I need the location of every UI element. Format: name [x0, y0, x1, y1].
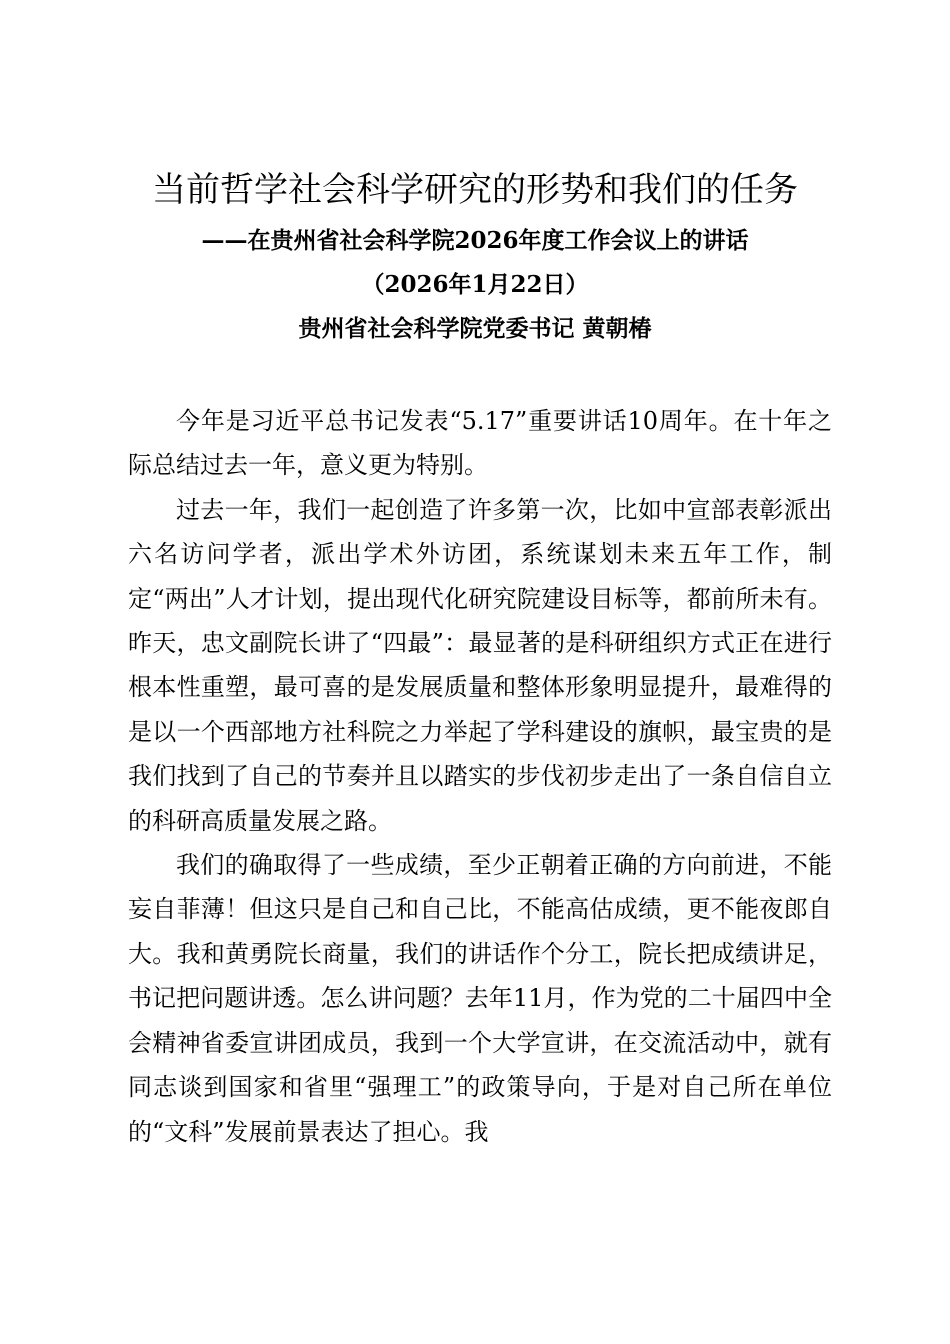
document-title: 当前哲学社会科学研究的形势和我们的任务 [152, 170, 798, 210]
speaker-byline: 贵州省社会科学院党委书记 黄朝椿 [298, 315, 652, 342]
paragraph-2: 过去一年，我们一起创造了许多第一次，比如中宣部表彰派出六名访问学者，派出学术外访团，系统谋划未来五年工作，制定“两出”人才计划，提出现代化研究院建设目标等，都前所未有。昨天，忠文副院长讲了“四最”：最显著的是科研组织方式正在进行根本性重塑，最可喜的是发展质量和整体形象明显提升，最难得的是以一个西部地方社科院之力举起了学科建设的旗帜，最宝贵的是我们找到了自己的节奏并且以踏实的步伐初步走出了一条自信自立的科研高质量发展之路。 [128, 495, 832, 835]
paragraph-1: 今年是习近平总书记发表“5.17”重要讲话10周年。在十年之际总结过去一年，意义更为特别。 [128, 407, 832, 480]
speech-date: （2026年1月22日） [361, 271, 589, 298]
speech-body [128, 399, 832, 1154]
document-subtitle: ——在贵州省社会科学院2026年度工作会议上的讲话 [201, 227, 749, 254]
paragraph-3: 我们的确取得了一些成绩，至少正朝着正确的方向前进，不能妄自菲薄！但这只是自己和自己比，不能高估成绩，更不能夜郎自大。我和黄勇院长商量，我们的讲话作个分工，院长把成绩讲足，书记把问题讲透。怎么讲问题？去年11月，作为党的二十届四中全会精神省委宣讲团成员，我到一个大学宣讲，在交流活动中，就有同志谈到国家和省里“强理工”的政策导向，于是对自己所在单位的“文科”发展前景表达了担心。我 [128, 851, 832, 1146]
